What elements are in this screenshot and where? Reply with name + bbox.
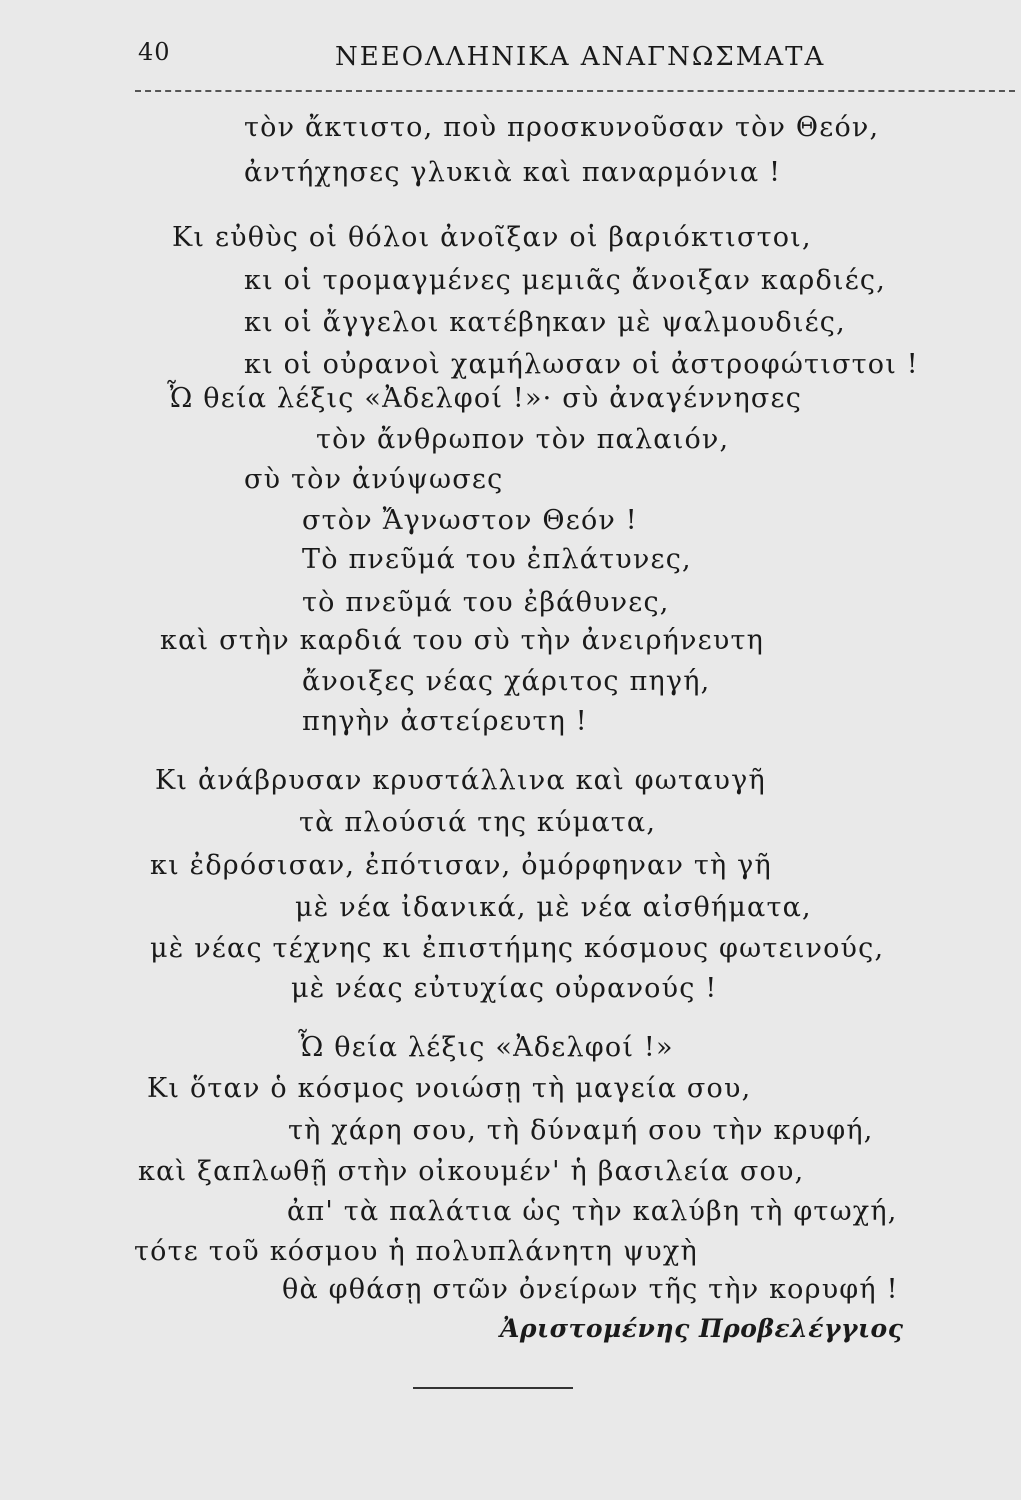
- poem-line: ἀντήχησες γλυκιὰ καὶ παναρμόνια !: [244, 157, 782, 188]
- poem-line: μὲ νέας εὐτυχίας οὐρανούς !: [291, 973, 718, 1004]
- poem-line: ἀπ' τὰ παλάτια ὡς τὴν καλύβη τὴ φτωχή,: [287, 1196, 898, 1227]
- poem-line: καὶ ξαπλωθῇ στὴν οἰκουμέν' ἡ βασιλεία σου,: [138, 1156, 805, 1187]
- poem-line: Κι ἀνάβρυσαν κρυστάλλινα καὶ φωταυγῆ: [155, 765, 766, 796]
- poem-line: Τὸ πνεῦμά του ἐπλάτυνες,: [302, 544, 692, 575]
- poem-line: τὴ χάρη σου, τὴ δύναμή σου τὴν κρυφή,: [288, 1115, 874, 1146]
- poem-line: σὺ τὸν ἀνύψωσες: [244, 464, 504, 495]
- poem-line: θὰ φθάσῃ στῶν ὀνείρων τῆς τὴν κορυφή !: [282, 1274, 899, 1305]
- poem-line: κι ἐδρόσισαν, ἐπότισαν, ὀμόρφηναν τὴ γῆ: [150, 850, 772, 881]
- poem-line: μὲ νέα ἰδανικά, μὲ νέα αἰσθήματα,: [295, 892, 812, 923]
- poem-line: κι οἱ ἄγγελοι κατέβηκαν μὲ ψαλμουδιές,: [244, 307, 846, 338]
- poem-line: τὸν ἄκτιστο, ποὺ προσκυνοῦσαν τὸν Θεόν,: [244, 112, 880, 143]
- poem-line: τὸν ἄνθρωπον τὸν παλαιόν,: [316, 424, 730, 455]
- poem-line: Κι εὐθὺς οἱ θόλοι ἀνοῖξαν οἱ βαριόκτιστοι,: [172, 222, 812, 253]
- poem-line: καὶ στὴν καρδιά του σὺ τὴν ἀνειρήνευτη: [160, 625, 764, 656]
- poem-line: κι οἱ οὐρανοὶ χαμήλωσαν οἱ ἀστροφώτιστοι !: [244, 349, 919, 380]
- poem-line: κι οἱ τρομαγμένες μεμιᾶς ἄνοιξαν καρδιές,: [244, 265, 887, 296]
- poem-line: ἄνοιξες νέας χάριτος πηγή,: [302, 666, 711, 697]
- poem-line: τότε τοῦ κόσμου ἡ πολυπλάνητη ψυχὴ: [134, 1236, 698, 1267]
- poem-line: στὸν Ἄγνωστον Θεόν !: [302, 505, 638, 536]
- page-number: 40: [138, 38, 171, 66]
- poem-line: Ὦ θεία λέξις «Ἀδελφοί !»: [298, 1032, 674, 1063]
- poem-line: τὸ πνεῦμά του ἐβάθυνες,: [302, 587, 670, 618]
- poem-line: τὰ πλούσιά της κύματα,: [299, 807, 657, 838]
- author-signature: Ἀριστομένης Προβελέγγιος: [500, 1314, 904, 1343]
- poem-line: Ὦ θεία λέξις «Ἀδελφοί !»· σὺ ἀναγέννησες: [167, 383, 803, 414]
- end-rule: [413, 1387, 573, 1389]
- poem-line: πηγὴν ἀστείρευτη !: [302, 706, 588, 737]
- poem-line: μὲ νέας τέχνης κι ἐπιστήμης κόσμους φωτεινούς,: [150, 933, 885, 964]
- poem-line: Κι ὅταν ὁ κόσμος νοιώσῃ τὴ μαγεία σου,: [147, 1073, 752, 1104]
- running-title: ΝΕΕΟΛΛΗΝΙΚΑ ΑΝΑΓΝΩΣΜΑΤΑ: [335, 42, 826, 72]
